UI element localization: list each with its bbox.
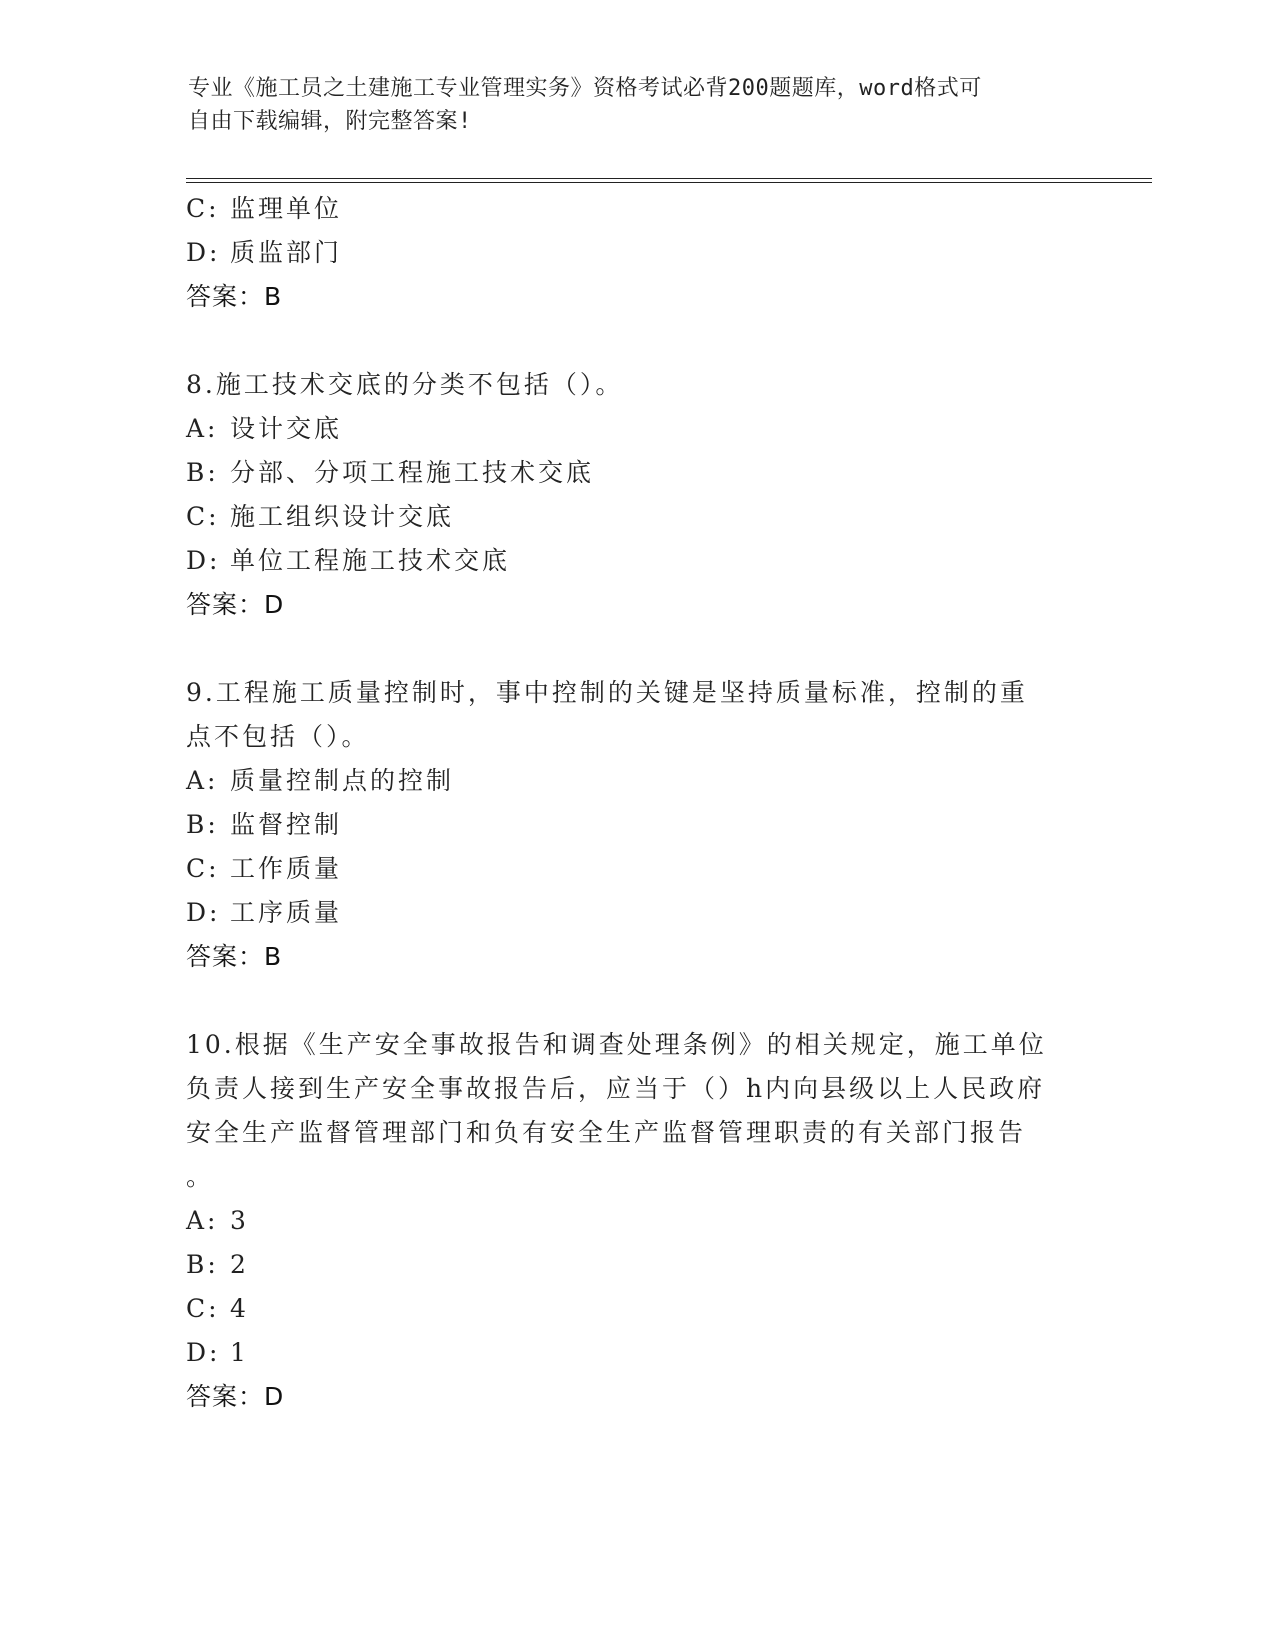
option-key: C: [186, 502, 220, 531]
option-text: 工作质量 [230, 854, 343, 883]
header-title-line-1: 专业《施工员之土建施工专业管理实务》资格考试必背200题题库，word格式可 [188, 76, 982, 101]
option-key: C: [186, 194, 220, 223]
option-text: 2 [230, 1250, 249, 1279]
q10-stem-line-1: 10.根据《生产安全事故报告和调查处理条例》的相关规定，施工单位 [186, 1030, 1047, 1059]
option-key: A: [186, 766, 219, 795]
q10-option-a [186, 1204, 249, 1238]
q8-option-b [186, 456, 594, 490]
option-key: D: [186, 238, 221, 267]
q9-option-a [186, 764, 454, 798]
option-key: A: [186, 414, 219, 443]
option-text: 单位工程施工技术交底 [230, 546, 511, 575]
q10-option-b [186, 1248, 249, 1282]
option-text: 质监部门 [230, 238, 343, 267]
q10-stem-line-3: 安全生产监督管理部门和负有安全生产监督管理职责的有关部门报告 [186, 1118, 1027, 1147]
option-text: 监督控制 [230, 810, 343, 839]
q9-option-c [186, 852, 342, 886]
option-text: 设计交底 [230, 414, 343, 443]
option-key: B: [186, 1250, 219, 1279]
option-text: 1 [230, 1338, 249, 1367]
option-text: 工序质量 [230, 898, 343, 927]
q9-answer: 答案：B [186, 942, 283, 971]
option-key: C: [186, 1294, 220, 1323]
q9-option-b [186, 808, 342, 842]
q8-option-c [186, 500, 454, 534]
q10-answer: 答案：D [186, 1382, 285, 1411]
q7-option-c [186, 192, 342, 226]
option-text: 分部、分项工程施工技术交底 [230, 458, 595, 487]
option-text: 3 [230, 1206, 249, 1235]
q9-option-d [186, 896, 342, 930]
header-divider-bottom [186, 182, 1152, 183]
option-key: C: [186, 854, 220, 883]
option-text: 监理单位 [230, 194, 343, 223]
option-key: A: [186, 1206, 219, 1235]
q8-option-a [186, 412, 342, 446]
q9-stem-line-2: 点不包括（）。 [186, 722, 370, 751]
option-text: 4 [230, 1294, 249, 1323]
q10-stem-line-2: 负责人接到生产安全事故报告后，应当于（）h内向县级以上人民政府 [186, 1074, 1046, 1103]
q10-option-c [186, 1292, 249, 1326]
option-text: 施工组织设计交底 [230, 502, 455, 531]
q7-answer: 答案：B [186, 282, 283, 311]
option-key: B: [186, 810, 219, 839]
option-text: 质量控制点的控制 [230, 766, 455, 795]
option-key: D: [186, 1338, 221, 1367]
q10-stem-line-4: 。 [186, 1162, 215, 1191]
q8-answer: 答案：D [186, 590, 285, 619]
q8-stem-line-1: 8.施工技术交底的分类不包括（）。 [186, 370, 624, 399]
q9-stem-line-1: 9.工程施工质量控制时，事中控制的关键是坚持质量标准，控制的重 [186, 678, 1028, 707]
q8-option-d [186, 544, 510, 578]
option-key: D: [186, 898, 221, 927]
option-key: B: [186, 458, 219, 487]
option-key: D: [186, 546, 221, 575]
q7-option-d [186, 236, 342, 270]
header-title-line-2: 自由下载编辑，附完整答案! [188, 109, 472, 134]
header-divider-top [186, 178, 1152, 179]
q10-option-d [186, 1336, 249, 1370]
document-header [188, 72, 1068, 138]
